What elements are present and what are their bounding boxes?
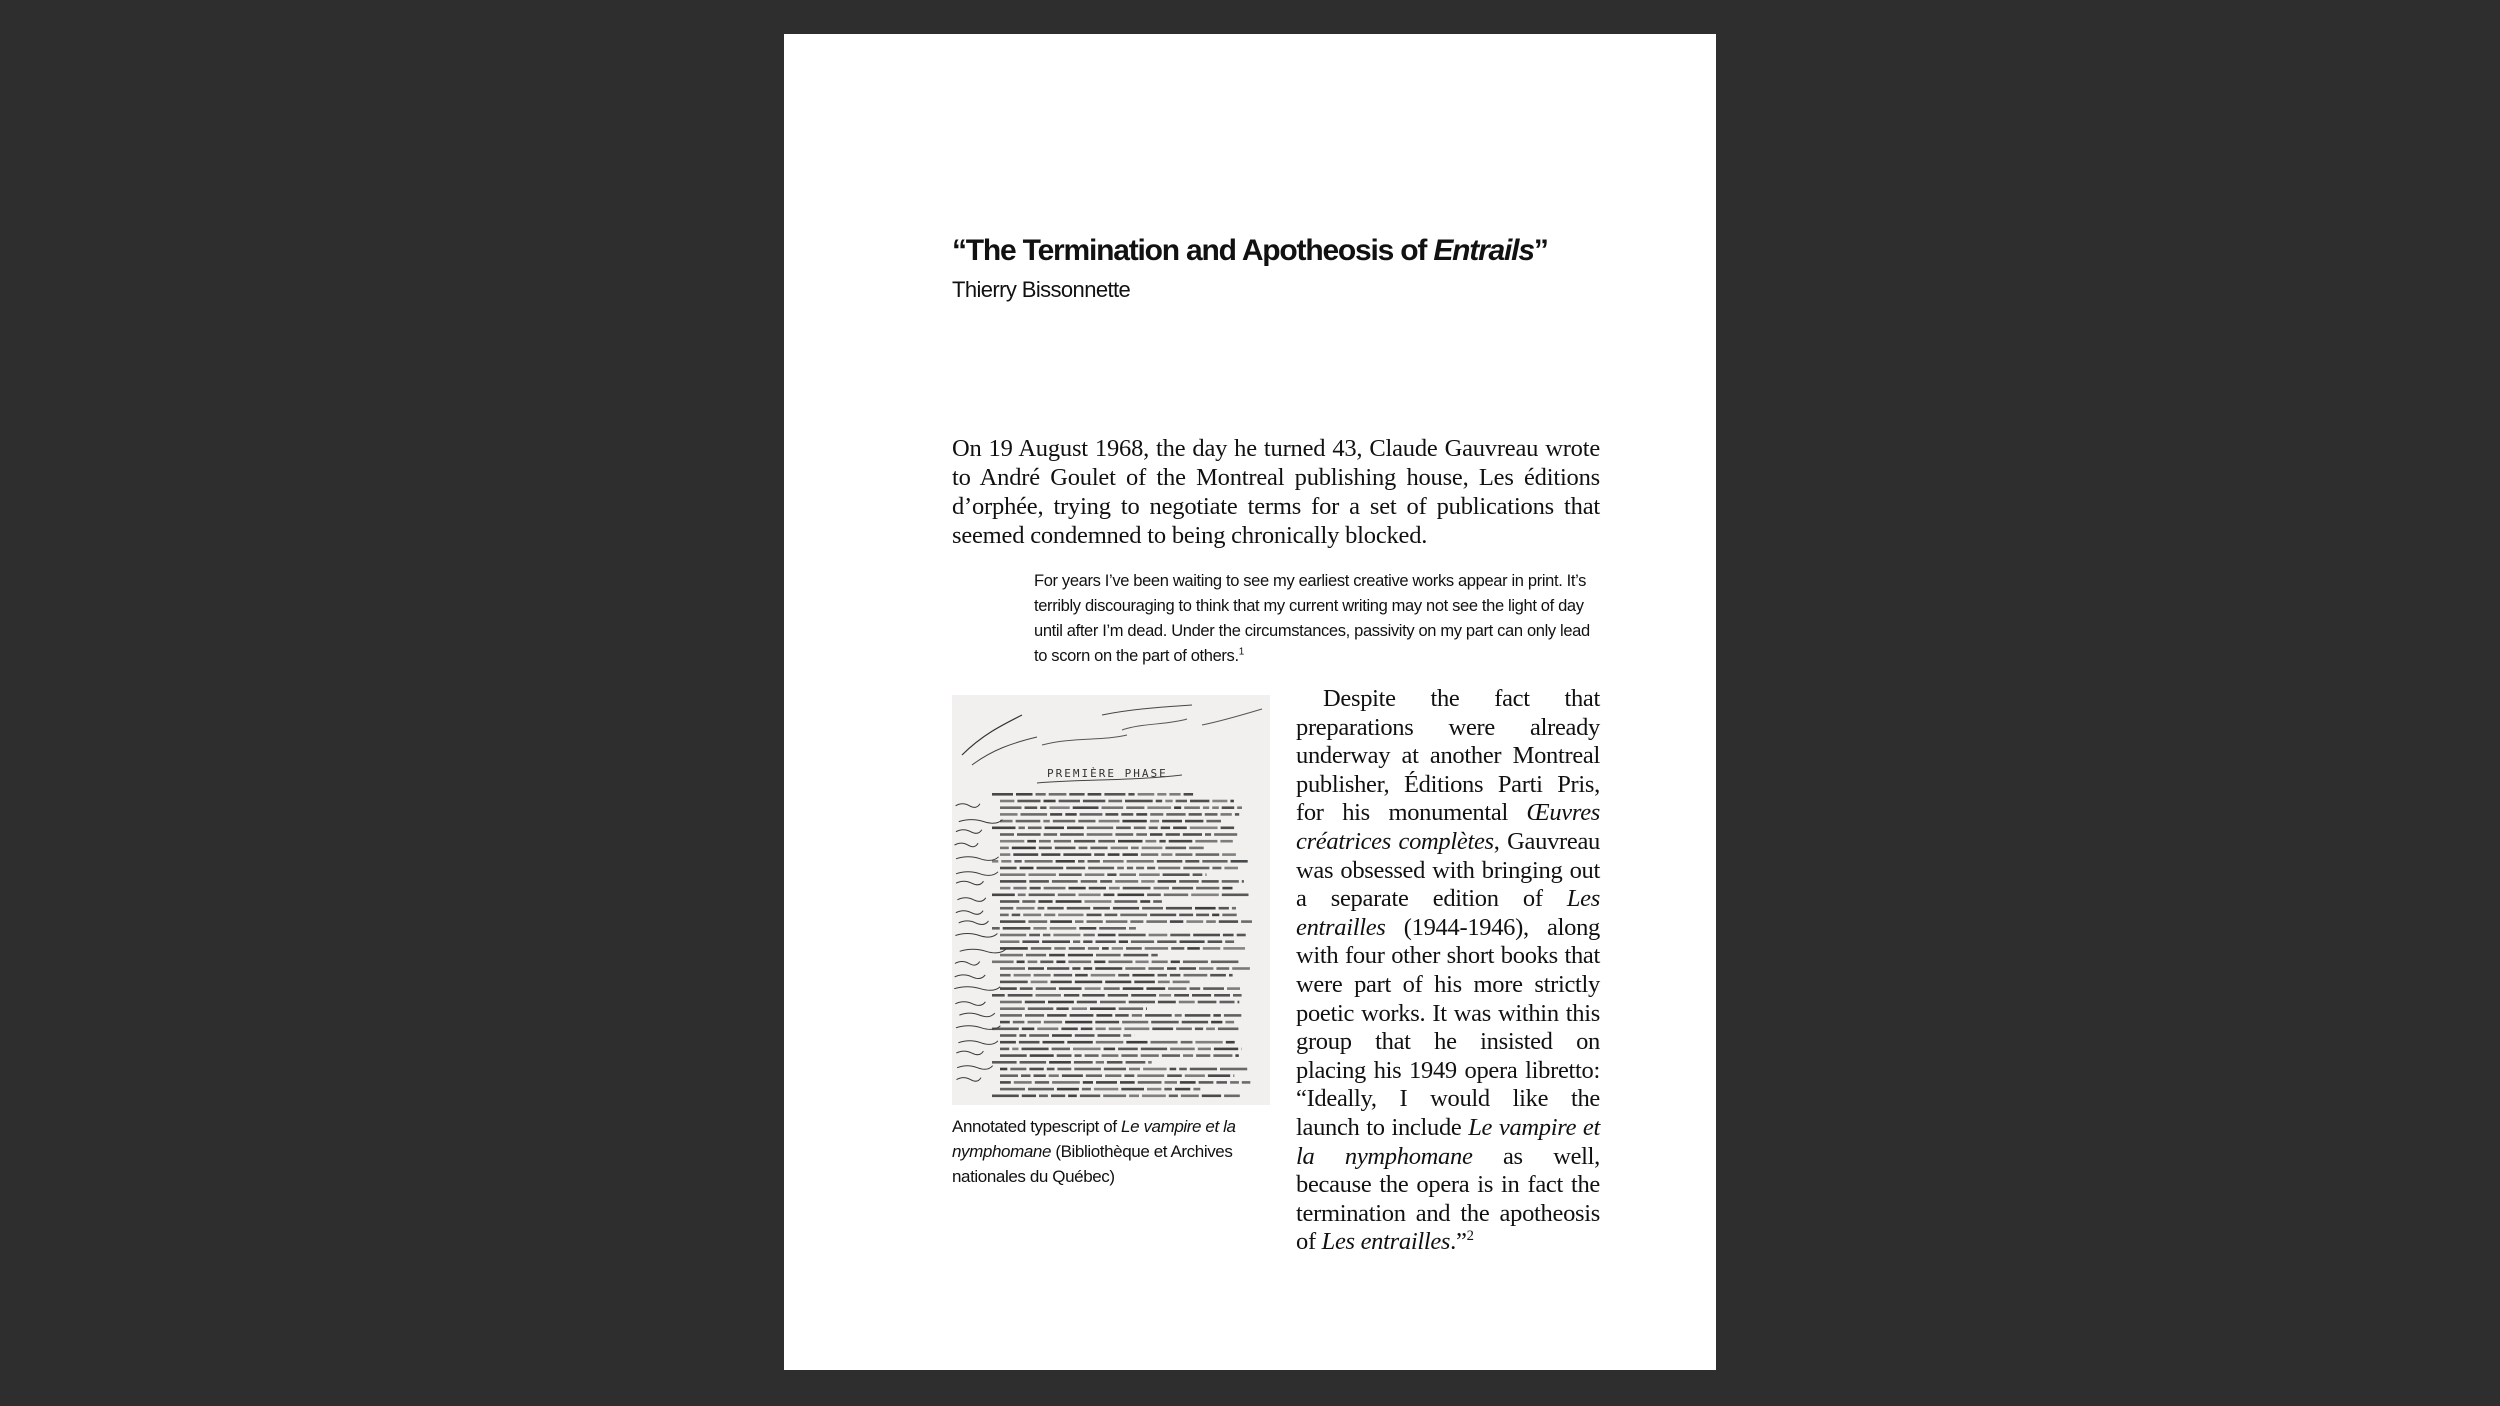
title-prefix: “The Termination and Apotheosis of [952, 234, 1434, 267]
body-italic-4: Les entrailles [1321, 1228, 1451, 1256]
body-text-1: Despite the fact that preparations were already underway at another Montreal publisher, Éditions Parti Pris, for his monumental [1296, 685, 1600, 827]
title-suffix: ” [1533, 234, 1548, 267]
article-title [952, 234, 1652, 268]
intro-paragraph: On 19 August 1968, the day he turned 43, Claude Gauvreau wrote to André Goulet of the Montreal publishing house, Les éditions d’orphée, trying to negotiate terms for a set of publications that seemed condemned to being chronically blocked. [952, 435, 1600, 549]
caption-prefix: Annotated typescript of [952, 1117, 1122, 1136]
typescript-illustration [952, 695, 1270, 1105]
body-text-4: as well, because the opera is in fact the termination and the apotheosis of [1296, 1142, 1601, 1256]
footnote-marker-2: 2 [1466, 1228, 1474, 1245]
block-quote [1034, 569, 1594, 669]
figure-heading: PREMIÈRE PHASE [1047, 767, 1168, 780]
body-paragraph [1296, 685, 1600, 1257]
caption-italic: Le vampire et la nymphomane [952, 1117, 1236, 1161]
body-text-5: .” [1450, 1228, 1467, 1256]
document-page [784, 34, 1716, 1370]
body-text-2: , Gauvreau was obsessed with bringing out a separate edition of [1296, 827, 1600, 913]
figure-caption [952, 1114, 1252, 1189]
body-text-3: (1944-1946), along with four other short books that were part of his more strictly poetic works. It was within this group that he insisted on placing his 1949 opera libretto: “Ideally, I would like the launch to include [1296, 913, 1600, 1141]
typescript-image [952, 695, 1270, 1105]
body-italic-3: Le vampire et la nymphomane [1296, 1113, 1600, 1170]
article-author: Thierry Bissonnette [952, 277, 1131, 302]
quote-text: For years I’ve been waiting to see my earliest creative works appear in print. It’s terribly discouraging to think that my current writing may not see the light of day until after I’m dead. Under the circumstances, passivity on my part can only lead to scorn on the part of others. [1034, 572, 1590, 665]
caption-suffix: (Bibliothèque et Archives nationales du Québec) [952, 1142, 1233, 1186]
body-italic-2: Les entrailles [1296, 885, 1600, 941]
body-italic-1: Œuvres créatrices complètes [1296, 799, 1600, 855]
footnote-marker-1: 1 [1238, 646, 1244, 658]
title-italic: Entrails [1433, 234, 1534, 267]
